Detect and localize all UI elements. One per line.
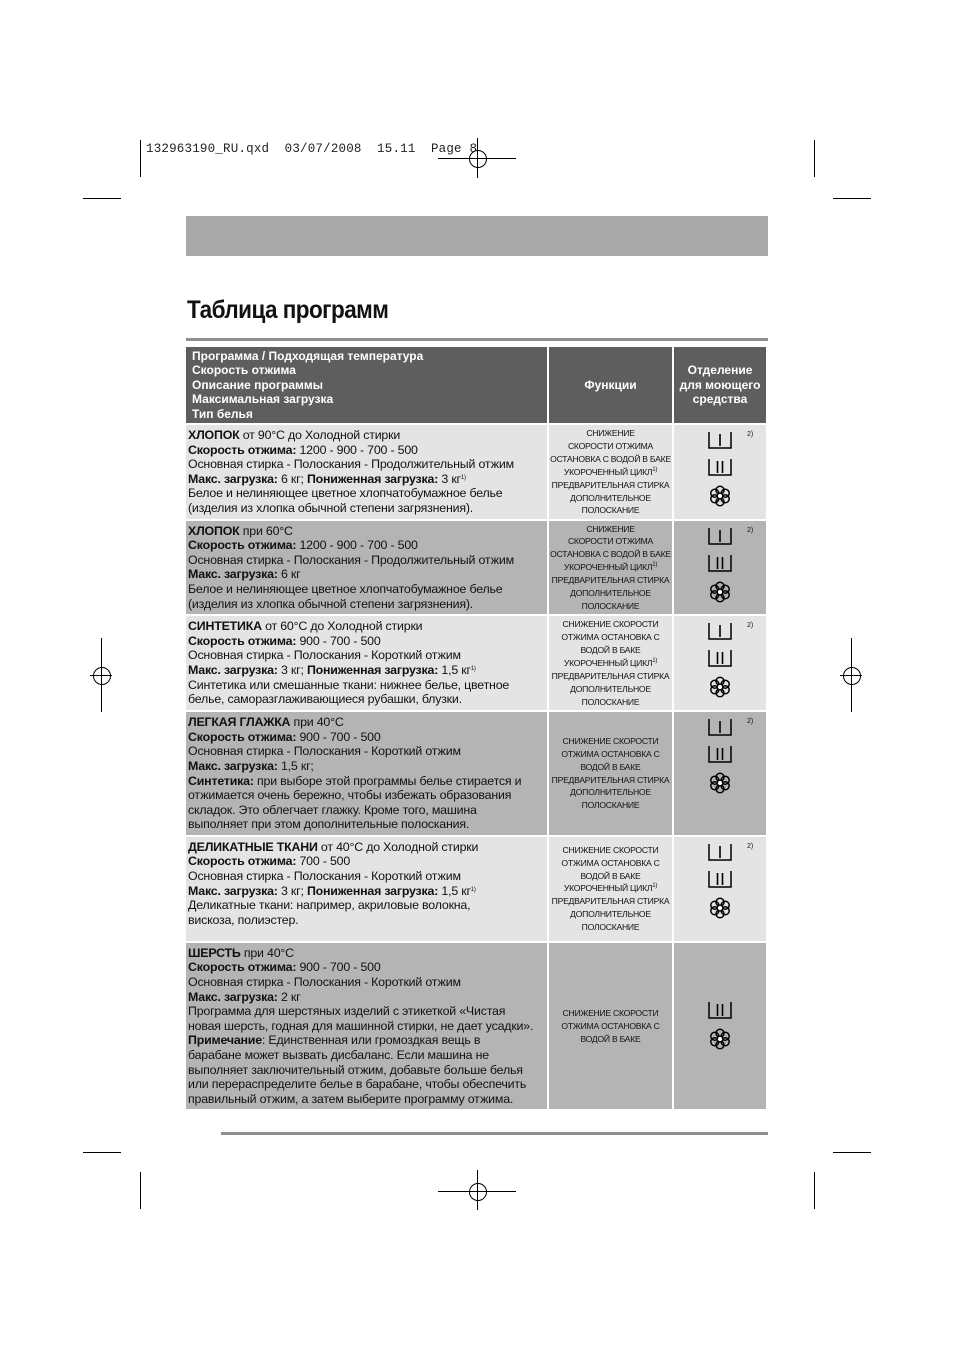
program-line xyxy=(188,692,543,707)
compartment-footnote-marker: 2) xyxy=(747,622,754,630)
function-line xyxy=(549,1020,672,1033)
function-line xyxy=(549,774,672,787)
text-run: белье, саморазглаживающиеся рубашки, блузки. xyxy=(188,692,462,707)
program-line xyxy=(188,553,543,568)
text-run: ОТЖИМА ОСТАНОВКА С xyxy=(561,857,660,868)
program-description-cell xyxy=(186,424,548,520)
text-run: ДОПОЛНИТЕЛЬНОЕ xyxy=(570,683,651,694)
page-title: Таблица программ xyxy=(187,296,389,324)
header-line: средства xyxy=(692,392,748,407)
program-line xyxy=(188,990,543,1005)
footnote-marker: 1) xyxy=(652,657,658,664)
functions-cell xyxy=(548,942,673,1111)
detergent-icons xyxy=(690,943,750,1055)
text-run: (изделия из хлопка обычной степени загрязнения). xyxy=(188,500,473,515)
text-run: 900 - 700 - 500 xyxy=(296,729,381,744)
text-run: ДОПОЛНИТЕЛЬНОЕ xyxy=(570,492,651,503)
function-line xyxy=(549,618,672,631)
text-run: СНИЖЕНИЕ СКОРОСТИ xyxy=(562,619,659,630)
program-line xyxy=(188,663,543,678)
table-row xyxy=(186,520,766,616)
detergent-icons xyxy=(690,616,754,703)
function-line xyxy=(549,921,672,934)
function-line xyxy=(549,696,672,709)
function-line xyxy=(549,548,672,561)
text-run: ВОДОЙ В БАКЕ xyxy=(580,644,641,655)
text-run: при 40°С xyxy=(240,945,294,960)
bold-label: Макс. загрузка: xyxy=(188,662,278,677)
program-line xyxy=(188,538,543,553)
program-rows xyxy=(186,424,766,1110)
program-line xyxy=(188,678,543,693)
bold-label: Пониженная загрузка: xyxy=(306,883,439,898)
function-line xyxy=(549,735,672,748)
table-row xyxy=(186,615,766,711)
bold-label: Скорость отжима: xyxy=(188,854,297,869)
function-line xyxy=(549,574,672,587)
header-line: Отделение xyxy=(687,363,753,378)
program-description-cell xyxy=(186,520,548,616)
function-line xyxy=(549,683,672,696)
compartment-2-icon xyxy=(708,1001,750,1024)
text-run: ПРЕДВАРИТЕЛЬНАЯ СТИРКА xyxy=(551,479,670,490)
function-line xyxy=(549,440,672,453)
crop-mark xyxy=(833,198,871,199)
text-run: ПОЛОСКАНИЕ xyxy=(581,696,640,707)
functions-cell xyxy=(548,424,673,520)
bold-label: Пониженная загрузка: xyxy=(306,662,439,677)
text-run: 6 кг xyxy=(277,567,301,582)
bold-label: ШЕРСТЬ xyxy=(188,945,241,960)
bold-label: Скорость отжима: xyxy=(188,729,297,744)
detergent-icons xyxy=(690,521,754,608)
function-line xyxy=(549,908,672,921)
bold-label: Макс. загрузка: xyxy=(188,471,278,486)
header-line: Тип белья xyxy=(192,406,253,421)
text-run: вискоза, полиэстер. xyxy=(188,912,299,927)
text-run: УКОРОЧЕННЫЙ ЦИКЛ xyxy=(563,466,653,477)
crop-mark xyxy=(833,1152,871,1153)
text-run: ДОПОЛНИТЕЛЬНОЕ xyxy=(570,909,651,920)
program-line xyxy=(188,946,543,961)
program-line xyxy=(188,788,543,803)
bold-label: СИНТЕТИКА xyxy=(188,619,262,634)
function-line xyxy=(549,657,672,670)
bold-label: Макс. загрузка: xyxy=(188,989,278,1004)
table-row xyxy=(186,424,766,520)
bottom-rule xyxy=(221,1132,768,1135)
text-run: правильный отжим, а затем выберите программу отжима. xyxy=(188,1091,514,1106)
text-run: при 40°С xyxy=(290,715,344,730)
softener-flower-icon xyxy=(708,897,750,924)
function-line xyxy=(549,882,672,895)
text-run: Основная стирка - Полоскания - Продолжительный отжим xyxy=(188,457,514,472)
compartment-1-icon xyxy=(708,431,750,454)
text-run: 1200 - 900 - 700 - 500 xyxy=(296,538,418,553)
compartment-2-icon xyxy=(708,870,750,893)
program-line xyxy=(188,1033,543,1048)
function-line xyxy=(549,799,672,812)
crop-mark xyxy=(140,140,141,177)
function-line xyxy=(549,479,672,492)
bold-label: ХЛОПОК xyxy=(188,428,240,442)
program-line xyxy=(188,582,543,597)
compartment-1-icon xyxy=(708,622,750,645)
text-run: 1,5 кг xyxy=(438,662,471,677)
bold-label: Скорость отжима: xyxy=(188,442,297,457)
crop-mark xyxy=(83,198,121,199)
header-line: Описание программы xyxy=(192,377,323,392)
text-run: Основная стирка - Полоскания - Короткий отжим xyxy=(188,648,461,663)
program-line xyxy=(188,472,543,487)
text-run: ОТЖИМА ОСТАНОВКА С xyxy=(561,1020,660,1031)
compartment-footnote-marker: 2) xyxy=(747,431,754,438)
text-run: Основная стирка - Полоскания - Короткий отжим xyxy=(188,869,461,884)
header-line: Скорость отжима xyxy=(192,363,296,378)
print-header: 132963190_RU.qxd 03/07/2008 15.11 Page 8 xyxy=(146,142,478,156)
text-run: ПРЕДВАРИТЕЛЬНАЯ СТИРКА xyxy=(551,575,670,586)
program-line xyxy=(188,567,543,582)
text-run: Белое и нелиняющее цветное хлопчатобумажное белье xyxy=(188,581,503,596)
compartment-2-icon xyxy=(708,458,750,481)
compartment-footnote-marker: 2) xyxy=(747,526,754,534)
text-run: ПОЛОСКАНИЕ xyxy=(581,505,640,516)
text-run: при 60°С xyxy=(239,523,293,538)
program-line xyxy=(188,597,543,612)
program-line xyxy=(188,1063,543,1078)
detergent-cell xyxy=(673,711,766,836)
function-line xyxy=(549,561,672,574)
compartment-2-icon xyxy=(708,554,750,577)
text-run: выполняет заключительный отжим, добавьте больше белья xyxy=(188,1062,523,1077)
function-line xyxy=(549,427,672,440)
text-run: СНИЖЕНИЕ xyxy=(586,428,635,438)
program-line xyxy=(188,619,543,634)
softener-flower-icon xyxy=(708,485,750,512)
text-run: Деликатные ткани: например, акриловые волокна, xyxy=(188,898,471,913)
text-run: Синтетика или смешанные ткани: нижнее белье, цветное xyxy=(188,677,510,692)
text-run: УКОРОЧЕННЫЙ ЦИКЛ xyxy=(563,657,653,668)
function-line xyxy=(549,631,672,644)
functions-cell xyxy=(548,711,673,836)
bold-label: Скорость отжима: xyxy=(188,960,297,975)
text-run: : Единственная или громоздкая вещь в xyxy=(261,1033,481,1048)
program-description-cell xyxy=(186,615,548,711)
text-run: СНИЖЕНИЕ СКОРОСТИ xyxy=(562,844,659,855)
text-run: СНИЖЕНИЕ СКОРОСТИ xyxy=(562,735,659,746)
registration-mark xyxy=(843,667,861,685)
program-line xyxy=(188,501,543,516)
softener-flower-icon xyxy=(708,772,750,799)
text-run: или перераспределите белье в барабане, чтобы обеспечить xyxy=(188,1077,527,1092)
program-line xyxy=(188,1092,543,1107)
detergent-cell xyxy=(673,520,766,616)
bold-label: Синтетика: xyxy=(188,773,254,788)
bold-label: Примечание xyxy=(188,1033,262,1048)
compartment-footnote-marker: 2) xyxy=(747,842,754,850)
text-run: 900 - 700 - 500 xyxy=(296,633,381,648)
program-description-cell xyxy=(186,711,548,836)
program-line xyxy=(188,428,543,443)
function-line xyxy=(549,504,672,517)
bold-label: Макс. загрузка: xyxy=(188,758,278,773)
text-run: УКОРОЧЕННЫЙ ЦИКЛ xyxy=(563,883,653,894)
bold-label: ХЛОПОК xyxy=(188,523,240,538)
functions-column-header: Функции xyxy=(548,347,673,424)
program-line xyxy=(188,1019,543,1034)
function-line xyxy=(549,523,672,536)
functions-cell xyxy=(548,520,673,616)
crop-mark xyxy=(83,1152,121,1153)
text-run: ПРЕДВАРИТЕЛЬНАЯ СТИРКА xyxy=(551,670,670,681)
function-line xyxy=(549,748,672,761)
header-band xyxy=(186,216,768,256)
title-rule xyxy=(186,338,768,341)
detergent-cell xyxy=(673,424,766,520)
bold-label: Пониженная загрузка: xyxy=(306,471,439,486)
function-line xyxy=(549,761,672,774)
program-description-cell xyxy=(186,942,548,1111)
footnote-marker: 1) xyxy=(652,562,658,569)
registration-mark xyxy=(93,667,111,685)
function-line xyxy=(549,844,672,857)
program-line xyxy=(188,715,543,730)
text-run: Основная стирка - Полоскания - Короткий отжим xyxy=(188,975,461,990)
text-run: ВОДОЙ В БАКЕ xyxy=(580,870,641,881)
footnote-marker: 1) xyxy=(652,466,658,473)
text-run: барабане может вызвать дисбаланс. Если машина не xyxy=(188,1048,489,1063)
text-run: новая шерсть, годная для машинной стирки, не дает усадки». xyxy=(188,1018,534,1033)
text-run: 3 кг; xyxy=(277,883,307,898)
text-run: ПОЛОСКАНИЕ xyxy=(581,601,640,611)
detergent-icons xyxy=(690,837,754,924)
text-run: Основная стирка - Полоскания - Продолжительный отжим xyxy=(188,552,514,567)
program-line xyxy=(188,774,543,789)
crop-mark xyxy=(814,1172,815,1209)
text-run: от 60°С до Холодной стирки xyxy=(261,619,423,634)
function-line xyxy=(549,492,672,505)
detergent-icons xyxy=(690,425,754,512)
function-line xyxy=(549,535,672,548)
bold-label: ДЕЛИКАТНЫЕ ТКАНИ xyxy=(188,839,318,854)
function-line xyxy=(549,644,672,657)
program-line xyxy=(188,869,543,884)
text-run: 900 - 700 - 500 xyxy=(296,960,381,975)
bold-label: Скорость отжима: xyxy=(188,538,297,553)
bold-label: Макс. загрузка: xyxy=(188,883,278,898)
header-line: Программа / Подходящая температура xyxy=(192,348,424,363)
text-run: ПОЛОСКАНИЕ xyxy=(581,922,640,933)
bold-label: Макс. загрузка: xyxy=(188,567,278,582)
text-run: 1200 - 900 - 700 - 500 xyxy=(296,442,418,457)
text-run: 6 кг; xyxy=(277,471,307,486)
table-row xyxy=(186,836,766,942)
text-run: ОСТАНОВКА С ВОДОЙ В БАКЕ xyxy=(550,453,671,464)
program-line xyxy=(188,759,543,774)
text-run: отжимается очень бережно, чтобы избежать образования xyxy=(188,788,512,803)
program-line xyxy=(188,898,543,913)
text-run: ОСТАНОВКА С ВОДОЙ В БАКЕ xyxy=(550,549,671,560)
function-line xyxy=(549,1007,672,1020)
footnote-marker: 1) xyxy=(460,474,466,481)
text-run: выполняет при этом дополнительные полоскания. xyxy=(188,817,470,832)
compartment-1-icon xyxy=(708,718,750,741)
softener-flower-icon xyxy=(708,676,750,703)
program-line xyxy=(188,524,543,539)
detergent-cell xyxy=(673,836,766,942)
text-run: УКОРОЧЕННЫЙ ЦИКЛ xyxy=(563,562,653,573)
compartment-1-icon xyxy=(708,843,750,866)
functions-cell xyxy=(548,836,673,942)
program-line xyxy=(188,817,543,832)
text-run: ПРЕДВАРИТЕЛЬНАЯ СТИРКА xyxy=(551,774,670,785)
text-run: ДОПОЛНИТЕЛЬНОЕ xyxy=(570,588,651,599)
crop-mark xyxy=(140,1172,141,1209)
text-run: 1,5 кг xyxy=(438,883,471,898)
function-line xyxy=(549,600,672,613)
bold-label: ЛЕГКАЯ ГЛАЖКА xyxy=(188,715,291,730)
text-run: от 40°С до Холодной стирки xyxy=(317,839,479,854)
text-run: СНИЖЕНИЕ xyxy=(586,523,635,534)
function-line xyxy=(549,870,672,883)
program-column-header xyxy=(186,347,548,424)
footnote-marker: 1) xyxy=(470,886,476,893)
program-line xyxy=(188,730,543,745)
function-line xyxy=(549,587,672,600)
program-table xyxy=(186,347,766,1111)
function-line xyxy=(549,895,672,908)
compartment-2-icon xyxy=(708,745,750,768)
program-line xyxy=(188,744,543,759)
function-line xyxy=(549,786,672,799)
softener-flower-icon xyxy=(708,581,750,608)
program-line xyxy=(188,457,543,472)
header-line: для моющего xyxy=(679,377,761,392)
text-run: при выборе этой программы белье стирается и xyxy=(253,773,522,788)
registration-mark xyxy=(469,1183,487,1201)
function-line xyxy=(549,466,672,479)
function-line xyxy=(549,453,672,466)
text-run: Белое и нелиняющее цветное хлопчатобумажное белье xyxy=(188,486,503,501)
text-run: Программа для шерстяных изделий с этикеткой «Чистая xyxy=(188,1004,506,1019)
program-line xyxy=(188,913,543,928)
compartment-footnote-marker: 2) xyxy=(747,718,754,726)
text-run: ДОПОЛНИТЕЛЬНОЕ xyxy=(570,787,651,798)
table-row xyxy=(186,942,766,1111)
program-line xyxy=(188,975,543,990)
footnote-marker: 1) xyxy=(470,665,476,672)
program-line xyxy=(188,960,543,975)
text-run: ПРЕДВАРИТЕЛЬНАЯ СТИРКА xyxy=(551,896,670,907)
text-run: 1,5 кг; xyxy=(277,758,314,773)
text-run: СКОРОСТИ ОТЖИМА xyxy=(567,440,654,451)
detergent-column-header xyxy=(673,347,766,424)
program-line xyxy=(188,486,543,501)
program-line xyxy=(188,803,543,818)
program-line xyxy=(188,634,543,649)
program-line xyxy=(188,1077,543,1092)
detergent-cell xyxy=(673,615,766,711)
detergent-cell xyxy=(673,942,766,1111)
text-run: 3 кг xyxy=(438,471,461,486)
text-run: 3 кг; xyxy=(277,662,307,677)
program-line xyxy=(188,840,543,855)
text-run: Основная стирка - Полоскания - Короткий отжим xyxy=(188,744,461,759)
table-header-row xyxy=(186,347,766,424)
program-line xyxy=(188,854,543,869)
function-line xyxy=(549,857,672,870)
text-run: складок. Это облегчает глажку. Кроме того, машина xyxy=(188,802,477,817)
text-run: ОТЖИМА ОСТАНОВКА С xyxy=(561,748,660,759)
text-run: ОТЖИМА ОСТАНОВКА С xyxy=(561,632,660,643)
table-row xyxy=(186,711,766,836)
text-run: ВОДОЙ В БАКЕ xyxy=(580,761,641,772)
compartment-2-icon xyxy=(708,649,750,672)
text-run: от 90°С до Холодной стирки xyxy=(239,428,401,442)
text-run: СКОРОСТИ ОТЖИМА xyxy=(567,536,654,547)
bold-label: Скорость отжима: xyxy=(188,633,297,648)
functions-cell xyxy=(548,615,673,711)
program-line xyxy=(188,648,543,663)
text-run: СНИЖЕНИЕ СКОРОСТИ xyxy=(562,1007,659,1018)
crop-mark xyxy=(814,140,815,177)
program-line xyxy=(188,1004,543,1019)
text-run: ПОЛОСКАНИЕ xyxy=(581,800,640,811)
function-line xyxy=(549,1033,672,1046)
compartment-1-icon xyxy=(708,527,750,550)
softener-flower-icon xyxy=(708,1028,750,1055)
text-run: ВОДОЙ В БАКЕ xyxy=(580,1033,641,1044)
program-description-cell xyxy=(186,836,548,942)
detergent-icons xyxy=(690,712,754,799)
text-run: 2 кг xyxy=(277,989,301,1004)
program-line xyxy=(188,884,543,899)
text-run: 700 - 500 xyxy=(296,854,351,869)
text-run: (изделия из хлопка обычной степени загрязнения). xyxy=(188,596,473,611)
header-line: Максимальная загрузка xyxy=(192,392,334,407)
program-line xyxy=(188,443,543,458)
function-line xyxy=(549,670,672,683)
program-line xyxy=(188,1048,543,1063)
footnote-marker: 1) xyxy=(652,883,658,890)
